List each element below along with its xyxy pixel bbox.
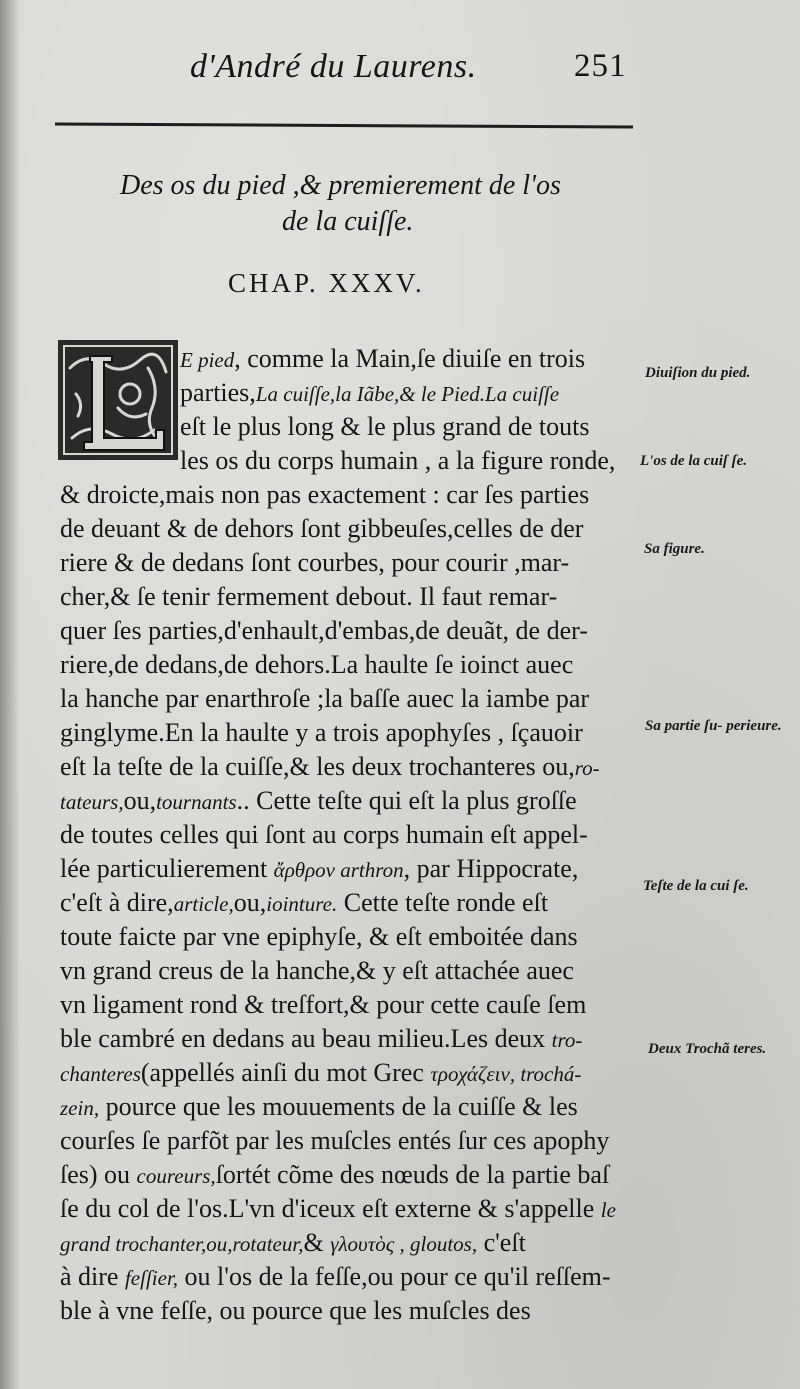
text-run: lée particulierement — [60, 854, 274, 883]
text-run: la hanche par enarthroſe ;la baſſe auec la iambe par — [60, 684, 590, 713]
text-run: les os du corps humain , a la figure ronde, — [180, 446, 616, 475]
text-run: ou l'os de la feſſe,ou pour ce qu'il reſſem- — [178, 1262, 611, 1291]
italic-run: E pied — [180, 348, 235, 372]
text-run: ſes) ou — [60, 1160, 137, 1189]
text-run: .. Cette teſte qui eſt la plus groſſe — [236, 786, 577, 815]
body-line — [60, 648, 573, 682]
body-line — [60, 750, 600, 785]
text-run: à dire — [60, 1262, 125, 1291]
text-run: (appellés ainſi du mot Grec — [140, 1058, 431, 1087]
text-run: , par Hippocrate, — [403, 854, 579, 883]
body-line — [60, 886, 548, 921]
text-run: parties, — [180, 378, 256, 407]
text-run: ble à vne feſſe, ou pource que les muſcles des — [60, 1296, 531, 1325]
body-line — [60, 580, 557, 614]
italic-run: le — [600, 1198, 616, 1222]
italic-run: grand trochanter,ou,rotateur, — [60, 1232, 304, 1256]
body-line — [60, 852, 578, 887]
page-gutter-shadow — [0, 0, 20, 1389]
text-run: toute faicte par vne epiphyſe, & eſt emboitée dans — [60, 922, 578, 951]
italic-run: article, — [173, 892, 234, 916]
body-line — [60, 1192, 616, 1227]
italic-run: chanteres — [60, 1062, 141, 1086]
italic-run: feſſier, — [124, 1266, 179, 1290]
italic-run: coureurs, — [136, 1164, 216, 1188]
body-line — [60, 682, 589, 716]
text-run: ſortét cõme des nœuds de la partie baſ — [215, 1160, 610, 1189]
text-run: de deuant & de dehors ſont gibbeuſes,celles de der — [60, 514, 584, 543]
italic-run: ἄρθρον arthron — [273, 858, 404, 882]
text-run: vn grand creus de la hanche,& y eſt attachée auec — [60, 956, 574, 985]
body-line — [180, 444, 615, 478]
margin-note: Diuiſion du pied. — [645, 365, 751, 381]
text-run: Cette teſte ronde eſt — [337, 888, 549, 917]
text-run: c'eſt — [477, 1228, 526, 1257]
body-line — [60, 716, 583, 750]
body-line — [180, 410, 589, 444]
body-line — [60, 512, 583, 546]
body-line — [60, 614, 588, 648]
chapter-title — [120, 168, 590, 240]
text-run: pource que les mouuements de la cuiſſe & les — [99, 1092, 578, 1121]
text-run: cher,& ſe tenir fermement debout. Il faut remar- — [60, 582, 558, 611]
body-line — [60, 478, 589, 512]
body-line — [60, 920, 578, 954]
italic-run: tateurs, — [60, 790, 124, 814]
text-run: , comme la Main,ſe diuiſe en trois — [234, 344, 586, 373]
italic-run: τροχάζειν, trochá- — [430, 1062, 582, 1086]
text-run: courſes ſe parfõt par les muſcles entés ſur ces apophy — [60, 1126, 610, 1155]
header-rule — [55, 122, 633, 128]
body-line — [60, 1226, 526, 1261]
body-line — [60, 1056, 581, 1091]
margin-note: Teſte de la cui ſe. — [643, 878, 749, 894]
chapter-number: CHAP. XXXV. — [228, 268, 425, 298]
body-line — [60, 988, 586, 1022]
italic-run: iointure. — [266, 892, 338, 916]
text-run: riere,de dedans,de dehors.La haulte ſe ioinct auec — [60, 650, 574, 679]
italic-run: zein, — [60, 1096, 100, 1120]
margin-note: Sa figure. — [644, 541, 705, 557]
body-line — [60, 1260, 611, 1295]
body-line — [180, 342, 585, 377]
margin-note: L'os de la cuiſ ſe. — [640, 453, 748, 469]
text-run: ou, — [123, 786, 157, 815]
text-run: de toutes celles qui ſont au corps humain eſt appel- — [60, 820, 588, 849]
body-line — [60, 1022, 582, 1057]
body-line — [60, 546, 569, 580]
chapter-title-line-2: de la cuiſſe. — [282, 206, 414, 237]
italic-run: tro- — [551, 1028, 583, 1052]
margin-note: Sa partie ſu- perieure. — [645, 718, 782, 734]
body-line — [60, 954, 574, 988]
text-run: ou, — [233, 888, 267, 917]
italic-run: ro- — [574, 756, 600, 780]
ornamental-initial-l-icon — [56, 338, 180, 462]
text-run: eſt la teſte de la cuiſſe,& les deux trochanteres ou, — [60, 752, 575, 781]
body-line — [60, 1294, 531, 1328]
text-run: ſe du col de l'os.L'vn d'iceux eſt externe & s'appelle — [60, 1194, 601, 1223]
text-run: vn ligament rond & treſfort,& pour cette cauſe ſem — [60, 990, 587, 1019]
text-run: eſt le plus long & le plus grand de touts — [180, 412, 590, 441]
body-line — [60, 818, 588, 852]
margin-note: Deux Trochã teres. — [648, 1041, 767, 1057]
body-line — [60, 1124, 609, 1158]
body-line — [60, 1158, 609, 1193]
page-number: 251 — [574, 48, 627, 84]
body-line — [60, 1090, 578, 1125]
chapter-title-line-1: Des os du pied ,& premierement de l'os — [120, 170, 561, 201]
text-run: c'eſt à dire, — [60, 888, 174, 917]
text-run: & droicte,mais non pas exactement : car ſes parties — [60, 480, 590, 509]
running-head: d'André du Laurens. — [190, 48, 477, 85]
text-run: & — [303, 1228, 331, 1257]
body-line — [60, 784, 577, 819]
text-run: quer ſes parties,d'enhault,d'embas,de deuãt, de der- — [60, 616, 588, 645]
text-run: ble cambré en dedans au beau milieu.Les deux — [60, 1024, 552, 1053]
text-run: riere & de dedans ſont courbes, pour courir ,mar- — [60, 548, 570, 577]
italic-run: tournants — [156, 790, 237, 814]
body-line — [180, 376, 559, 411]
italic-run: La cuiſſe,la Iãbe,& le Pied.La cuiſſe — [255, 382, 560, 406]
text-run: ginglyme.En la haulte y a trois apophyſes , ſçauoir — [60, 718, 583, 747]
italic-run: γλουτὸς , gloutos, — [330, 1232, 478, 1256]
